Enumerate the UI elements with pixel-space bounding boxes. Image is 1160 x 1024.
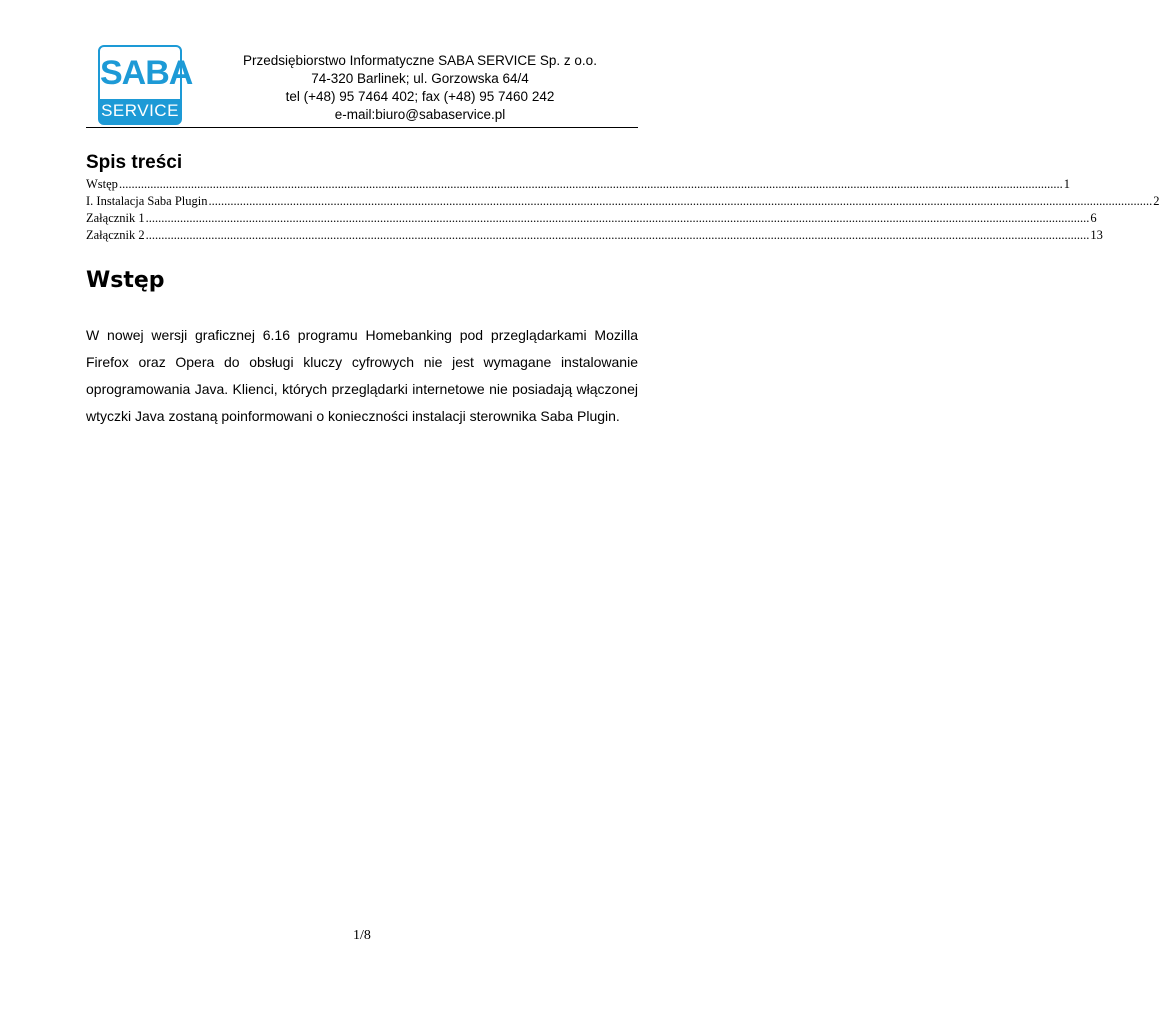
company-address: 74-320 Barlinek; ul. Gorzowska 64/4: [311, 71, 529, 86]
page-number: 1/8: [353, 928, 371, 943]
table-of-contents: [86, 176, 1160, 244]
company-name: Przedsiębiorstwo Informatyczne SABA SERVICE Sp. z o.o.: [243, 53, 597, 68]
toc-entry-page: 1: [1063, 177, 1070, 191]
toc-entry-label: Wstęp: [86, 177, 118, 191]
company-header: [200, 52, 640, 124]
toc-entry-label: I. Instalacja Saba Plugin: [86, 194, 208, 208]
toc-leader-dots: [146, 227, 1090, 244]
toc-leader-dots: [209, 193, 1153, 210]
toc-entry-instalacja[interactable]: [86, 193, 1160, 210]
saba-service-logo: [98, 45, 193, 125]
toc-leader-dots: [119, 176, 1063, 193]
toc-entry-page: 6: [1090, 211, 1097, 225]
toc-entry-label: Załącznik 1: [86, 211, 145, 225]
toc-entry-wstep[interactable]: [86, 176, 1070, 193]
section-paragraph: W nowej wersji graficznej 6.16 programu Homebanking pod przeglądarkami Mozilla Firefox oraz Opera do obsługi kluczy cyfrowych nie jest wymagane instalowanie oprogramowania Java. Klienci, których przeglądarki internetowe nie posiadają włączonej wtyczki Java zostaną poinformowani o konieczności instalacji sterownika Saba Plugin.: [86, 327, 638, 424]
toc-entry-label: Załącznik 2: [86, 228, 145, 242]
logo-top-text: SABA: [100, 54, 193, 92]
company-email: e-mail:biuro@sabaservice.pl: [334, 107, 506, 122]
toc-entry-page: 2: [1153, 194, 1160, 208]
logo-bottom-text: SERVICE: [100, 99, 180, 123]
company-phone-fax: tel (+48) 95 7464 402; fax (+48) 95 7460 242: [285, 89, 555, 104]
header-divider: [86, 127, 638, 128]
toc-entry-zalacznik-1[interactable]: [86, 210, 1097, 227]
section-title: Wstęp: [86, 268, 165, 293]
toc-leader-dots: [146, 210, 1090, 227]
toc-entry-zalacznik-2[interactable]: [86, 227, 1103, 244]
toc-title: Spis treści: [86, 152, 183, 173]
toc-entry-page: 13: [1090, 228, 1103, 242]
